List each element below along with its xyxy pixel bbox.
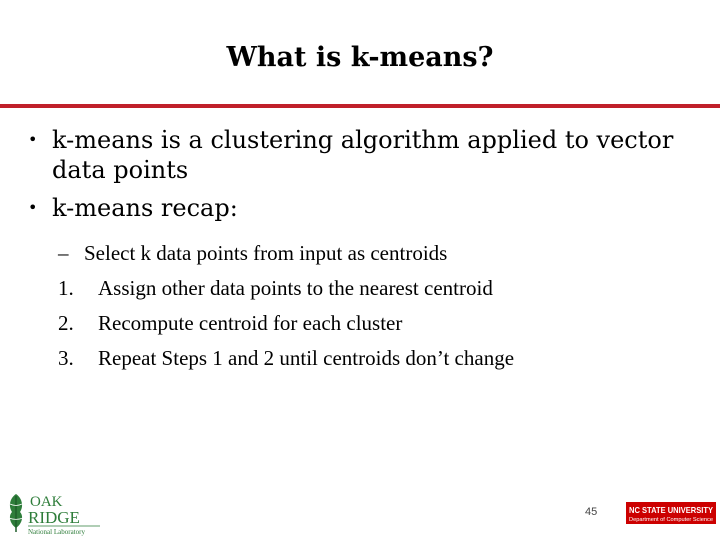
ornl-logo-line2: RIDGE [28, 508, 80, 527]
title-divider [0, 104, 720, 108]
step-text: Repeat Steps 1 and 2 until centroids don’t change [98, 346, 515, 370]
bullet-item [28, 193, 708, 223]
step-marker: 1. [58, 276, 74, 300]
step-item [58, 341, 698, 376]
oak-ridge-logo [4, 488, 104, 536]
bullet-list [28, 125, 708, 223]
bullet-text: k-means is a clustering algorithm applied to vector data points [52, 126, 674, 184]
bullet-text: k-means recap: [52, 194, 238, 222]
ncsu-logo-line2: Department of Computer Science [629, 517, 714, 523]
bullet-marker: • [28, 130, 38, 149]
ornl-logo-line1: OAK [30, 494, 63, 510]
ncsu-logo-line1: NC STATE UNIVERSITY [629, 505, 714, 515]
step-item [58, 236, 698, 271]
step-marker: – [58, 241, 69, 265]
page-number: 45 [585, 506, 598, 518]
step-item [58, 271, 698, 306]
step-item [58, 306, 698, 341]
step-text: Recompute centroid for each cluster [98, 311, 403, 335]
bullet-item [28, 125, 708, 185]
step-text: Select k data points from input as centroids [84, 241, 448, 265]
slide-title: What is k-means? [226, 42, 494, 73]
recap-steps-list [58, 236, 698, 376]
step-marker: 2. [58, 311, 74, 335]
oak-leaf-icon [9, 494, 23, 532]
step-marker: 3. [58, 346, 74, 370]
step-text: Assign other data points to the nearest centroid [98, 276, 493, 300]
ornl-logo-line3: National Laboratory [28, 528, 85, 536]
bullet-marker: • [28, 198, 38, 217]
nc-state-logo [626, 502, 716, 524]
